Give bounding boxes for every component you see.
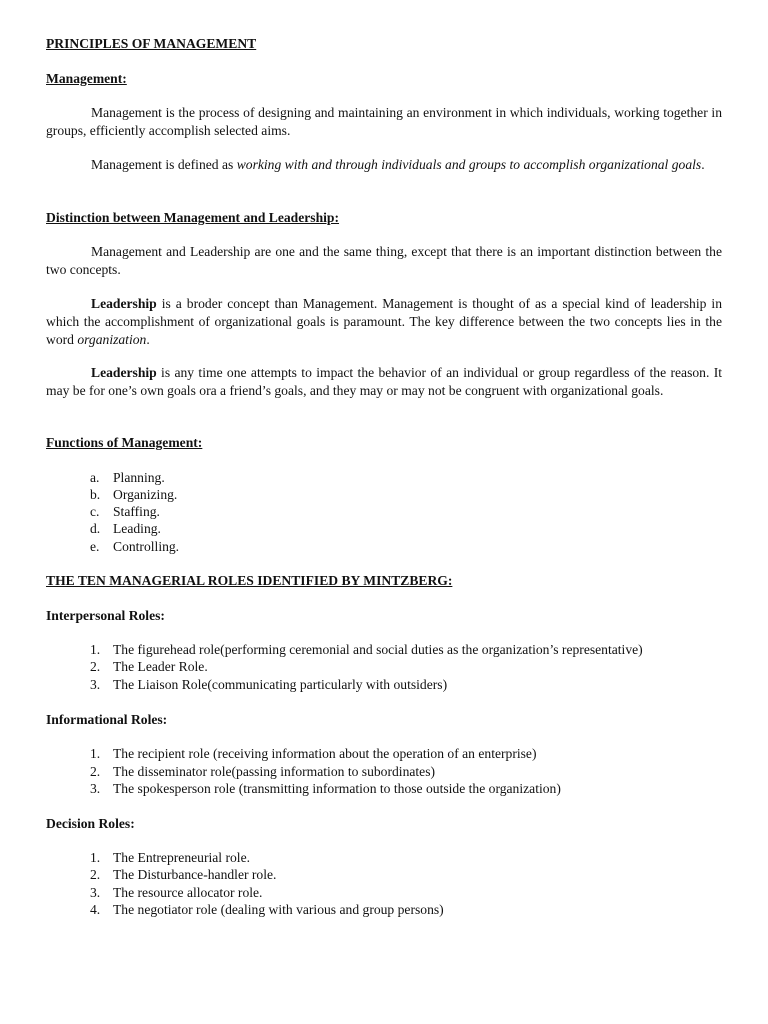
list-item-text: The recipient role (receiving information about the operation of an enterprise) — [113, 746, 537, 761]
list-marker: 3. — [90, 885, 101, 900]
distinction-paragraph-3-text: is any time one attempts to impact the behavior of an individual or group regardless of the reason. It may be for one’s own goals ora a friend’s goals, and they may or may not be congruent with organizational goals. — [46, 365, 722, 398]
list-item-text: Controlling. — [113, 539, 180, 554]
distinction-paragraph-2-end: . — [146, 332, 150, 347]
management-paragraph-1 — [46, 104, 722, 140]
list-item-text: The Liaison Role(communicating particularly with outsiders) — [113, 677, 448, 692]
list-item-text: The figurehead role(performing ceremonial and social duties as the organization’s representative) — [113, 642, 643, 657]
management-heading: Management: — [46, 71, 127, 86]
leadership-term-2: Leadership — [91, 365, 157, 380]
list-marker: e. — [90, 539, 100, 554]
list-item-text: Leading. — [113, 521, 161, 536]
list-marker: 2. — [90, 764, 101, 779]
functions-heading: Functions of Management: — [46, 435, 203, 450]
management-paragraph-1-text: Management is the process of designing and maintaining an environment in which individuals, working together in groups, efficiently accomplish selected aims. — [46, 105, 722, 138]
list-marker: c. — [90, 504, 100, 519]
list-item-text: The Leader Role. — [113, 659, 208, 674]
list-item — [90, 538, 179, 556]
list-item-text: The resource allocator role. — [113, 885, 263, 900]
list-marker: 3. — [90, 677, 101, 692]
list-item — [90, 469, 165, 487]
list-item — [90, 763, 435, 781]
list-item-text: The negotiator role (dealing with various and group persons) — [113, 902, 444, 917]
list-item-text: Staffing. — [113, 504, 160, 519]
list-item — [90, 745, 537, 763]
distinction-paragraph-1-text: Management and Leadership are one and the same thing, except that there is an important distinction between the two concepts. — [46, 244, 722, 277]
informational-roles-heading: Informational Roles: — [46, 712, 168, 727]
list-item-text: The Disturbance-handler role. — [113, 867, 277, 882]
list-item — [90, 676, 447, 694]
management-definition-italic: working with and through individuals and groups to accomplish organizational goals — [236, 157, 702, 172]
list-item-text: The Entrepreneurial role. — [113, 850, 250, 865]
list-item — [90, 849, 250, 867]
list-marker: 1. — [90, 850, 101, 865]
list-item — [90, 780, 561, 798]
document-title: PRINCIPLES OF MANAGEMENT — [46, 36, 257, 51]
distinction-paragraph-1 — [46, 243, 722, 279]
leadership-term-1: Leadership — [91, 296, 157, 311]
management-paragraph-2 — [46, 156, 722, 174]
management-paragraph-2-end: . — [701, 157, 705, 172]
mintzberg-heading: THE TEN MANAGERIAL ROLES IDENTIFIED BY MINTZBERG: — [46, 573, 453, 588]
list-item — [90, 658, 208, 676]
list-marker: 2. — [90, 659, 101, 674]
list-item-text: The disseminator role(passing information to subordinates) — [113, 764, 436, 779]
list-item-text: Organizing. — [113, 487, 178, 502]
organization-term-italic: organization — [77, 332, 147, 347]
list-item — [90, 486, 177, 504]
list-marker: 4. — [90, 902, 101, 917]
list-marker: a. — [90, 470, 100, 485]
list-marker: 1. — [90, 746, 101, 761]
list-item-text: Planning. — [113, 470, 165, 485]
list-marker: d. — [90, 521, 101, 536]
interpersonal-roles-heading: Interpersonal Roles: — [46, 608, 165, 623]
list-item — [90, 641, 643, 659]
list-item — [90, 884, 262, 902]
distinction-heading: Distinction between Management and Leadership: — [46, 210, 340, 225]
distinction-paragraph-2-text: is a broder concept than Management. Management is thought of as a special kind of leadership in which the accomplishment of organizational goals is paramount. The key difference between the two concepts lies in the word — [46, 296, 722, 347]
distinction-paragraph-3 — [46, 364, 722, 400]
management-paragraph-2-lead: Management is defined as — [91, 157, 237, 172]
list-item — [90, 503, 160, 521]
list-marker: 1. — [90, 642, 101, 657]
list-item — [90, 866, 276, 884]
list-marker: 3. — [90, 781, 101, 796]
list-marker: b. — [90, 487, 101, 502]
list-marker: 2. — [90, 867, 101, 882]
list-item — [90, 901, 444, 919]
decision-roles-heading: Decision Roles: — [46, 816, 135, 831]
list-item — [90, 520, 161, 538]
list-item-text: The spokesperson role (transmitting information to those outside the organization) — [113, 781, 561, 796]
distinction-paragraph-2 — [46, 295, 722, 349]
